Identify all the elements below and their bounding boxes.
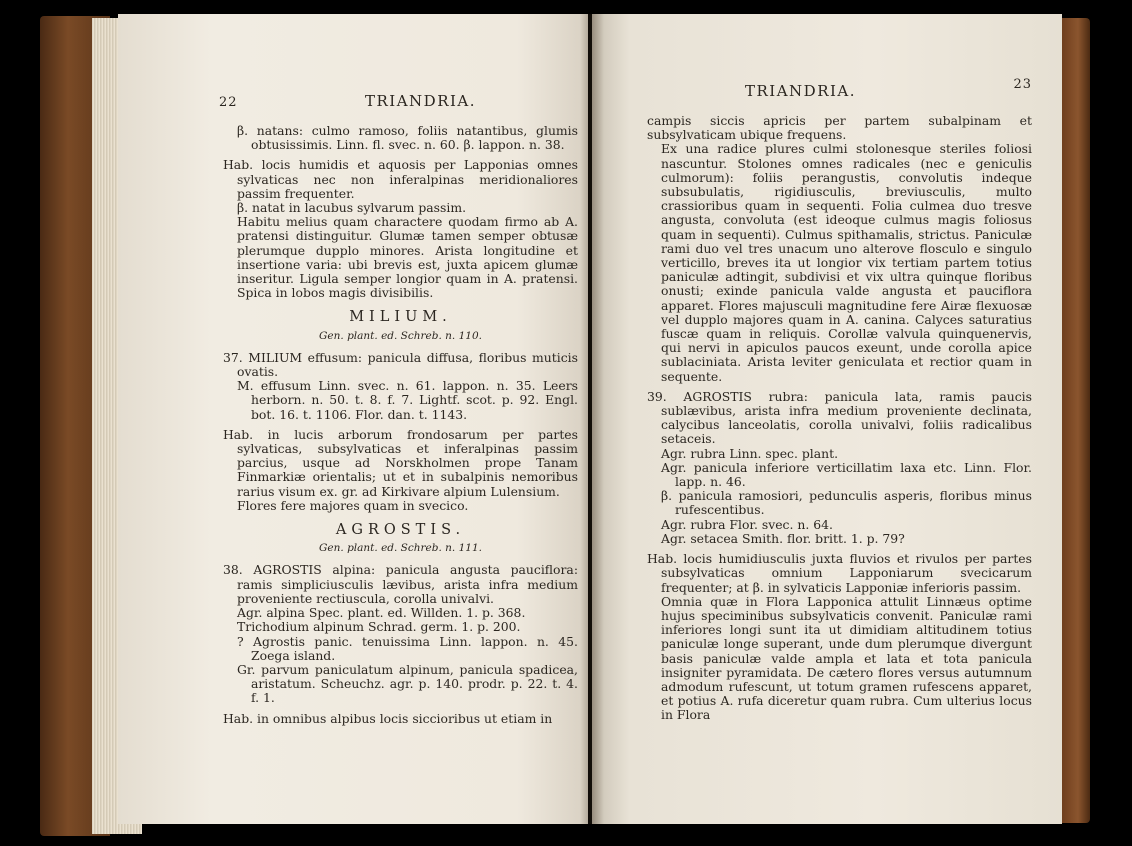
running-head: TRIANDRIA. bbox=[745, 82, 857, 100]
right-page bbox=[592, 14, 1062, 824]
text-paragraph: Agr. rubra Linn. spec. plant. bbox=[661, 445, 839, 461]
text-paragraph: Agr. panicula inferiore verticillatim laxa etc. Linn. Flor. lapp. n. 46. bbox=[661, 459, 1032, 490]
text-paragraph: Hab. in lucis arborum frondosarum per partes sylvaticas, subsylvaticas et inferalpinas passim parcius, usque ad Norskholmen prope Tanam Finmarkiæ orientalis; ut et in subalpinis nemoribus rarius visum ex. gr. ad Kirkivare alpium Lulensium. bbox=[223, 426, 578, 499]
text-paragraph: β. natat in lacubus sylvarum passim. bbox=[237, 200, 467, 216]
text-paragraph: Trichodium alpinum Schrad. germ. 1. p. 200. bbox=[237, 619, 521, 635]
book-cover-right bbox=[1060, 18, 1090, 823]
text-paragraph: Omnia quæ in Flora Lapponica attulit Linnæus optime hujus speciminibus subsylvaticis convenit. Paniculæ rami inferiores longi sunt ita ut dimidiam altitudinem totius paniculæ longe superant, unde dum plerumque divergunt basis paniculæ valde ampla et lata et tota panicula insigniter pyramidata. De cætero flores versus autumnum admodum rufescunt, ut totum gramen rufescens apparet, et potius A. rufa diceretur quam rubra. Cum ulterius locus in Flora bbox=[661, 593, 1032, 723]
text-paragraph: Ex una radice plures culmi stolonesque steriles foliosi nascuntur. Stolones omnes radicales (nec e geniculis culmorum): foliis perangustis, convolutis indeque subsubulatis, rigidiusculis, breviusculis, multo crassioribus quam in sequenti. Folia culmea duo tresve angusta, convoluta (est ideoque culmus magis foliosus quam in sequenti). Culmus spithamalis, strictus. Paniculæ rami duo vel tres unacum uno alterove flosculo e singulo verticillo, breves ita ut longior vix tertiam partem totius paniculæ adtingit, subdivisi et vix ultra quinque floribus onusti; exinde panicula valde angusta et pauciflora apparet. Flores majusculi magnitudine fere Airæ flexuosæ vel dupplo majores quam in A. canina. Calyces saturatius fuscæ quam in reliquis. Corollæ valvula quinquenervis, qui nervi in apiculos paucos exeunt, unde corolla apice sublaciniata. Arista leviter geniculata et rectior quam in sequente. bbox=[661, 141, 1032, 384]
text-paragraph: ? Agrostis panic. tenuissima Linn. lappon. n. 45. Zoega island. bbox=[237, 633, 578, 663]
running-head: TRIANDRIA. bbox=[365, 92, 477, 110]
right-page-body bbox=[647, 114, 1032, 723]
text-paragraph: Hab. locis humidis et aquosis per Lapponias omnes sylvaticas nec non inferalpinas meridionaliores passim frequenter. bbox=[223, 157, 578, 201]
text-paragraph: M. effusum Linn. svec. n. 61. lappon. n. 35. Leers herborn. n. 50. t. 8. f. 7. Lightf. scot. p. 92. Engl. bot. 16. t. 1106. Flor. dan. t. 1143. bbox=[237, 378, 578, 422]
text-paragraph: Gr. parvum paniculatum alpinum, panicula spadicea, aristatum. Scheuchz. agr. p. 140. prodr. p. 22. t. 4. f. 1. bbox=[237, 661, 578, 706]
text-paragraph: Agr. alpina Spec. plant. ed. Willden. 1. p. 368. bbox=[237, 605, 526, 621]
text-paragraph: campis siccis apricis per partem subalpinam et subsylvaticam ubique frequens. bbox=[647, 113, 1032, 143]
text-paragraph: β. panicula ramosiori, pedunculis asperis, floribus minus rufescentibus. bbox=[661, 488, 1032, 518]
genus-reference: Gen. plant. ed. Schreb. n. 111. bbox=[319, 542, 482, 555]
right-page-header bbox=[647, 77, 1032, 106]
text-paragraph: Hab. in omnibus alpibus locis siccioribus ut etiam in bbox=[223, 710, 553, 726]
text-paragraph: 39. AGROSTIS rubra: panicula lata, ramis paucis sublævibus, arista infra medium proveniente declinata, calycibus lanceolatis, corolla univalvi, foliis radicalibus setaceis. bbox=[647, 388, 1032, 447]
page-number: 22 bbox=[219, 95, 238, 110]
text-paragraph: 37. MILIUM effusum: panicula diffusa, floribus muticis ovatis. bbox=[223, 349, 578, 380]
right-page-text bbox=[647, 77, 1032, 723]
text-paragraph: β. natans: culmo ramoso, foliis natantibus, glumis obtusissimis. Linn. fl. svec. n. 60. β. lappon. n. 38. bbox=[237, 123, 578, 153]
left-page-body bbox=[223, 124, 578, 726]
book-gutter bbox=[580, 14, 604, 824]
text-paragraph: Hab. locis humidiusculis juxta fluvios et rivulos per partes subsylvaticas omnium Lapponiarum svecicarum frequenter; at β. in sylvaticis Lapponiæ inferioris passim. bbox=[647, 551, 1032, 595]
text-paragraph: 38. AGROSTIS alpina: panicula angusta pauciflora: ramis simpliciusculis lævibus, arista infra medium proveniente rectiuscula, corolla univalvi. bbox=[223, 562, 578, 606]
genus-heading: AGROSTIS. bbox=[335, 522, 466, 539]
open-book bbox=[40, 10, 1090, 836]
genus-reference: Gen. plant. ed. Schreb. n. 110. bbox=[319, 329, 482, 342]
text-paragraph: Habitu melius quam charactere quodam firmo ab A. pratensi distinguitur. Glumæ tamen semper obtusæ plerumque dupplo minores. Arista longitudine et insertione varia: ubi brevis est, juxta apicem glumæ inseritur. Ligula semper longior quam in A. pratensi. Spica in lobos magis divisibilis. bbox=[237, 214, 578, 301]
page-number: 23 bbox=[1013, 77, 1032, 92]
text-paragraph: Agr. setacea Smith. flor. britt. 1. p. 79? bbox=[661, 530, 905, 546]
left-page-text bbox=[219, 92, 578, 726]
left-page bbox=[118, 14, 588, 824]
left-page-header bbox=[219, 92, 578, 116]
text-paragraph: Agr. rubra Flor. svec. n. 64. bbox=[661, 516, 833, 532]
genus-heading: MILIUM. bbox=[349, 309, 452, 326]
text-paragraph: Flores fere majores quam in svecico. bbox=[237, 497, 469, 513]
